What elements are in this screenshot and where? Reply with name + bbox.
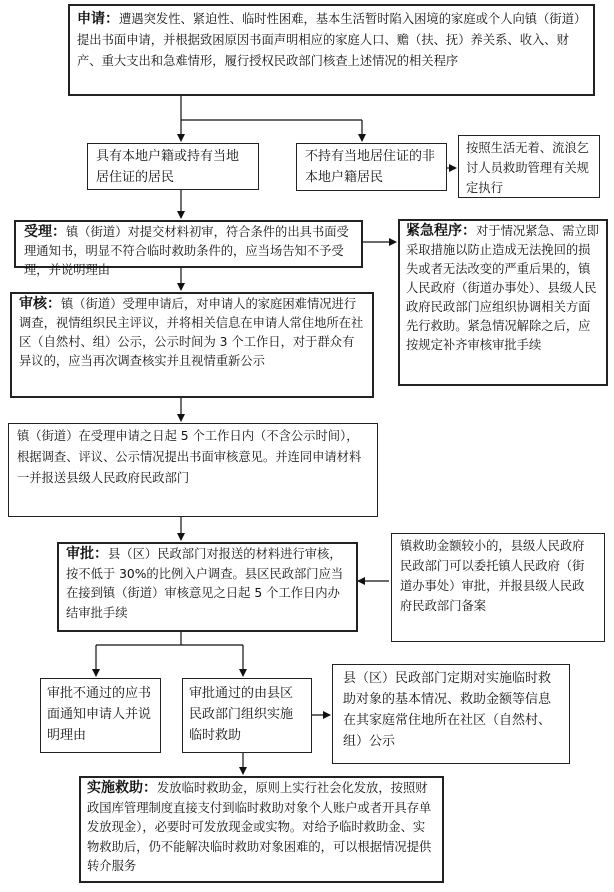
rejected-text: 审批不通过的应书面通知申请人并说明理由 [47,686,152,743]
review-text: 镇（街道）受理申请后，对申请人的家庭困难情况进行调查，视情组织民主评议，并将相关信息在申请人常住地所在社区（自然村、组）公示，公示时间为 3 个工作日，对于群众有异议的，应当再次调查核实并且视情重新公示 [19,297,364,368]
emergency-label: 紧急程序： [406,223,476,239]
approved-text: 审批通过的由县区民政部门组织实施临时救助 [189,686,294,743]
vagrant-rule-box [458,135,600,198]
local-resident-box [87,143,259,190]
implement-box [79,776,444,883]
review-opinion-text: 镇（街道）在受理申请之日起 5 个工作日内（不含公示时间），根据调查、评议、公示情况提出书面审核意见。并连同申请材料一并报送县级人民政府民政部门 [17,429,362,485]
emergency-text: 对于情况紧急、需立即采取措施以防止造成无法挽回的损失或者无法改变的严重后果的，镇人民政府（街道办事处）、县级人民政府民政部门应组织协调相关方面先行救助。紧急情况解除之后，应按规定补齐审核审批手续 [406,224,599,352]
review-box [10,292,374,398]
rejected-box [40,678,161,753]
accept-box [14,220,363,277]
implement-label: 实施救助： [87,780,157,796]
accept-label: 受理： [24,224,66,240]
approval-box [57,542,358,632]
small-amount-text: 镇救助金额较小的，县级人民政府民政部门可以委托镇人民政府（街道办事处）审批，并报县级人民政府民政部门备案 [400,539,585,613]
emergency-box [398,219,608,386]
apply-text: 遭遇突发性、紧迫性、临时性困难，基本生活暂时陷入困境的家庭或个人向镇（街道）提出书面申请，并根据致困原因书面声明相应的家庭人口、赡（扶、抚）养关系、收入、财产、重大支出和急难情形，履行授权民政部门核查上述情况的相关程序 [77,12,581,68]
approved-box [182,678,312,753]
implement-text: 发放临时救助金，原则上实行社会化发放，按照财政国库管理制度直接支付到临时救助对象个人账户或者开具存单发放现金），必要时可发放现金或实物。对给予临时救助金、实物救助后，仍不能解决临时救助对象困难的，可以根据情况提供转介服务 [87,781,432,873]
nonlocal-resident-text: 不持有当地居住证的非本地户籍居民 [305,149,436,185]
approval-label: 审批： [66,546,108,562]
approval-text: 县（区）民政部门对报送的材料进行审核，按不低于 30%的比例入户调查。县区民政部门应当在接到镇（街道）审核意见之日起 5 个工作日内办结审批手续 [66,547,344,620]
review-label: 审核： [19,296,61,312]
local-resident-text: 具有本地户籍或持有当地居住证的居民 [96,149,240,185]
publicity-text: 县（区）民政部门定期对实施临时救助对象的基本情况、救助金额等信息在其家庭常住地所在社区（自然村、组）公示 [343,671,552,749]
accept-text: 镇（街道）对提交材料初审，符合条件的出具书面受理通知书，明显不符合临时救助条件的，应当场告知不予受理，并说明理由 [24,225,349,277]
review-opinion-box [8,423,378,517]
apply-box [68,4,595,96]
nonlocal-resident-box [296,143,447,191]
apply-label: 申请： [77,11,119,27]
small-amount-box [391,533,605,642]
vagrant-rule-text: 按照生活无着、流浪乞讨人员救助管理有关规定执行 [466,141,589,195]
publicity-box [332,664,570,764]
